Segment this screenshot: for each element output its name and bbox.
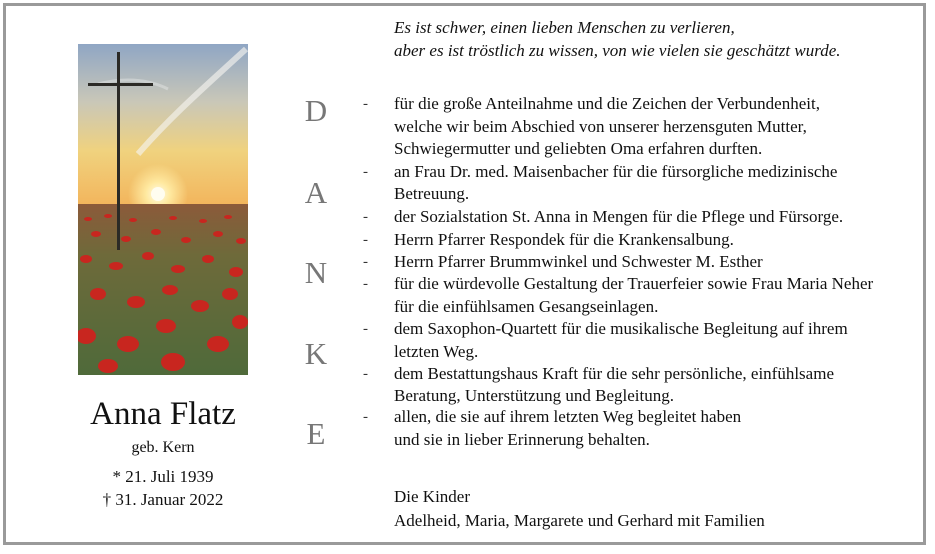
- bullet: -: [363, 321, 368, 337]
- danke-letter-d: D: [304, 93, 328, 128]
- bullet: -: [363, 232, 368, 248]
- thanks-line: allen, die sie auf ihrem letzten Weg begleitet haben: [394, 407, 742, 426]
- birth-date: * 21. Juli 1939: [112, 467, 214, 486]
- signature-names: Adelheid, Maria, Margarete und Gerhard mit Familien: [394, 511, 765, 530]
- thanks-line: Beratung, Unterstützung und Begleitung.: [394, 386, 674, 405]
- thanks-line: dem Bestattungshaus Kraft für die sehr persönliche, einfühlsame: [394, 364, 834, 383]
- thanks-line: Schwiegermutter und geliebten Oma erfahren durften.: [394, 139, 763, 158]
- bullet: -: [363, 164, 368, 180]
- bullet: -: [363, 96, 368, 112]
- thanks-line: Herrn Pfarrer Brummwinkel und Schwester M. Esther: [394, 252, 763, 271]
- thanks-line: für die große Anteilnahme und die Zeichen der Verbundenheit,: [394, 94, 820, 113]
- bullet: -: [363, 366, 368, 382]
- quote: [394, 16, 841, 62]
- thanks-line: letzten Weg.: [394, 342, 479, 361]
- death-date: † 31. Januar 2022: [102, 490, 224, 509]
- bullet: -: [363, 276, 368, 292]
- danke-letter-n: N: [304, 255, 328, 290]
- bullet: -: [363, 254, 368, 270]
- danke-letter-k: K: [304, 336, 328, 371]
- thanks-line: an Frau Dr. med. Maisenbacher für die fürsorgliche medizinische: [394, 162, 838, 181]
- thanks-line: für die einfühlsamen Gesangseinlagen.: [394, 297, 659, 316]
- thanks-line: und sie in lieber Erinnerung behalten.: [394, 430, 650, 449]
- deceased-name: Anna Flatz: [90, 396, 236, 432]
- thanks-line: dem Saxophon-Quartett für die musikalische Begleitung auf ihrem: [394, 319, 848, 338]
- quote-line: aber es ist tröstlich zu wissen, von wie vielen sie geschätzt wurde.: [394, 41, 841, 60]
- bullet: -: [363, 409, 368, 425]
- poppy-field-sunset-image: [78, 44, 248, 375]
- quote-line: Es ist schwer, einen lieben Menschen zu verlieren,: [394, 18, 735, 37]
- bullet: -: [363, 209, 368, 225]
- memorial-photo: [78, 44, 248, 375]
- thanks-line: der Sozialstation St. Anna in Mengen für die Pflege und Fürsorge.: [394, 207, 844, 226]
- thanks-line: welche wir beim Abschied von unserer herzensguten Mutter,: [394, 117, 807, 136]
- danke-letter-e: E: [306, 416, 326, 451]
- danke-letter-a: A: [304, 175, 328, 210]
- signature-heading: Die Kinder: [394, 487, 471, 506]
- thanks-line: für die würdevolle Gestaltung der Trauerfeier sowie Frau Maria Neher: [394, 274, 874, 293]
- thanks-line: Betreuung.: [394, 184, 470, 203]
- thanks-line: Herrn Pfarrer Respondek für die Krankensalbung.: [394, 230, 734, 249]
- maiden-name: geb. Kern: [131, 439, 195, 456]
